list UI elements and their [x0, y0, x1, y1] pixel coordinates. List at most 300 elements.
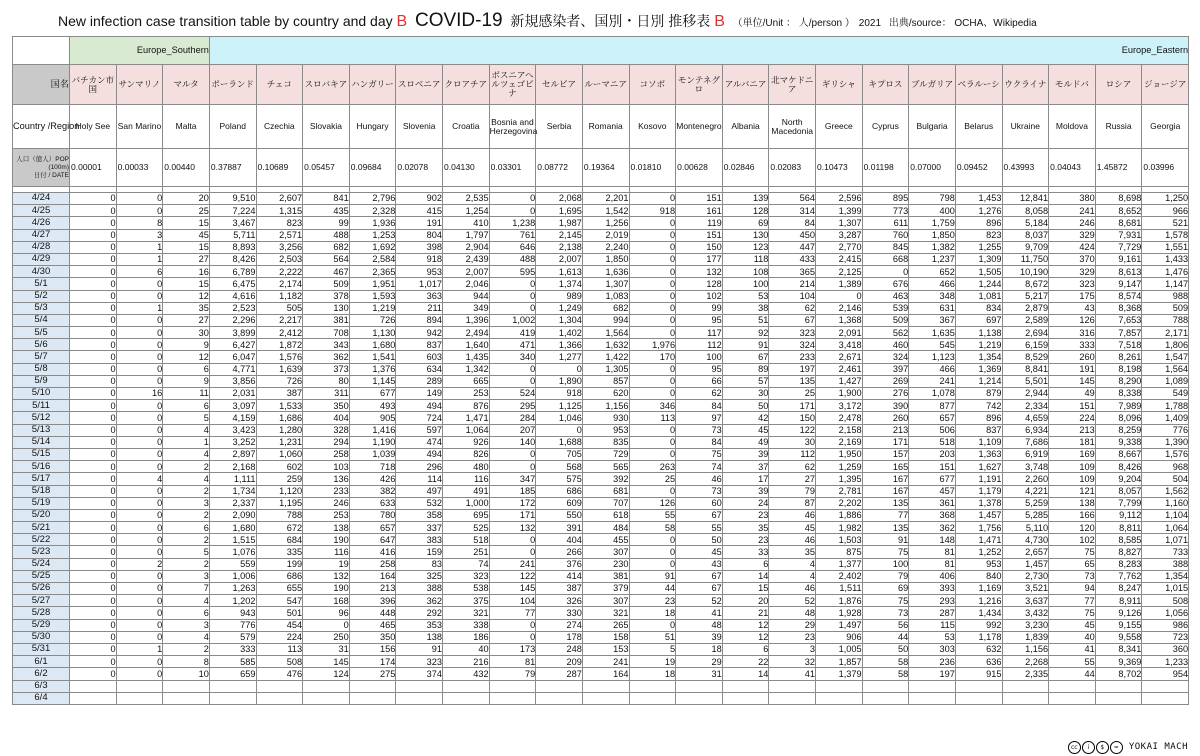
value-cell: 1,688: [536, 436, 583, 448]
value-cell: 424: [1049, 241, 1096, 253]
value-cell: 1,850: [582, 253, 629, 265]
value-cell: 349: [443, 302, 490, 314]
value-cell: 145: [303, 656, 350, 668]
population-cell: 0.08772: [536, 149, 583, 187]
table-row: [13, 327, 1189, 339]
value-cell: 0: [116, 400, 163, 412]
value-cell: 1,255: [955, 241, 1002, 253]
value-cell: 259: [256, 473, 303, 485]
date-cell: 5/4: [13, 314, 70, 326]
value-cell: 53: [722, 290, 769, 302]
value-cell: 1,872: [256, 339, 303, 351]
value-cell: 416: [349, 546, 396, 558]
value-cell: 506: [909, 424, 956, 436]
value-cell: 0: [489, 448, 536, 460]
value-cell: 1,692: [349, 241, 396, 253]
value-cell: 918: [396, 253, 443, 265]
country-en-cell: Czechia: [256, 105, 303, 149]
value-cell: 466: [909, 363, 956, 375]
value-cell: 323: [443, 570, 490, 582]
value-cell: 0: [116, 534, 163, 546]
value-cell: [582, 680, 629, 692]
value-cell: 1,111: [209, 473, 256, 485]
value-cell: 0: [116, 205, 163, 217]
value-cell: 12: [722, 631, 769, 643]
value-cell: 275: [349, 668, 396, 680]
value-cell: 100: [676, 351, 723, 363]
value-cell: 16: [116, 388, 163, 400]
value-cell: 845: [862, 241, 909, 253]
value-cell: 760: [862, 229, 909, 241]
value-cell: 0: [116, 509, 163, 521]
value-cell: 1,680: [349, 339, 396, 351]
value-cell: 1: [116, 302, 163, 314]
value-cell: 1,377: [816, 558, 863, 570]
value-cell: 0: [70, 424, 117, 436]
value-cell: 20: [722, 595, 769, 607]
value-cell: 360: [1142, 643, 1189, 655]
value-cell: 39: [722, 485, 769, 497]
value-cell: 0: [303, 619, 350, 631]
value-cell: 92: [722, 327, 769, 339]
value-cell: 501: [256, 607, 303, 619]
value-cell: 58: [862, 668, 909, 680]
value-cell: 224: [1049, 412, 1096, 424]
date-cell: 5/19: [13, 497, 70, 509]
value-cell: 1,368: [816, 314, 863, 326]
value-cell: 43: [1049, 302, 1096, 314]
table-row: [13, 595, 1189, 607]
table-row: [13, 619, 1189, 631]
value-cell: 988: [1142, 290, 1189, 302]
value-cell: [769, 692, 816, 704]
value-cell: [163, 692, 210, 704]
value-cell: 2,478: [816, 412, 863, 424]
value-cell: 3,748: [1002, 461, 1049, 473]
value-cell: 112: [769, 448, 816, 460]
value-cell: 1,471: [443, 412, 490, 424]
value-cell: 1,060: [256, 448, 303, 460]
value-cell: 0: [116, 656, 163, 668]
value-cell: 23: [629, 595, 676, 607]
value-cell: 8,058: [1002, 205, 1049, 217]
value-cell: 102: [1049, 534, 1096, 546]
value-cell: 0: [70, 363, 117, 375]
country-jp-row: [13, 65, 1189, 105]
date-cell: 6/1: [13, 656, 70, 668]
value-cell: 0: [629, 327, 676, 339]
value-cell: 896: [955, 217, 1002, 229]
value-cell: 1,190: [349, 436, 396, 448]
value-cell: 879: [955, 388, 1002, 400]
value-cell: 1,219: [349, 302, 396, 314]
table-row: [13, 522, 1189, 534]
value-cell: 776: [209, 619, 256, 631]
value-cell: 169: [1049, 448, 1096, 460]
value-cell: 374: [396, 668, 443, 680]
value-cell: 49: [722, 436, 769, 448]
value-cell: 2,068: [536, 193, 583, 205]
value-cell: 0: [116, 327, 163, 339]
value-cell: 1: [116, 643, 163, 655]
value-cell: 130: [722, 229, 769, 241]
value-cell: 12,841: [1002, 193, 1049, 205]
value-cell: [676, 692, 723, 704]
value-cell: 0: [70, 253, 117, 265]
value-cell: 296: [396, 461, 443, 473]
value-cell: [349, 680, 396, 692]
value-cell: 0: [70, 558, 117, 570]
value-cell: 128: [676, 278, 723, 290]
value-cell: 197: [909, 668, 956, 680]
value-cell: 9,155: [1095, 619, 1142, 631]
value-cell: 3,637: [1002, 595, 1049, 607]
value-cell: [303, 692, 350, 704]
date-cell: 5/1: [13, 278, 70, 290]
value-cell: 8,341: [1095, 643, 1142, 655]
value-cell: 367: [909, 314, 956, 326]
value-cell: 190: [303, 534, 350, 546]
value-cell: 1,686: [256, 412, 303, 424]
title-b-mark: B: [396, 13, 408, 30]
value-cell: 915: [955, 668, 1002, 680]
value-cell: 0: [116, 363, 163, 375]
value-cell: 87: [769, 497, 816, 509]
value-cell: 23: [722, 509, 769, 521]
value-cell: 35: [163, 302, 210, 314]
value-cell: 944: [443, 290, 490, 302]
value-cell: 484: [582, 522, 629, 534]
value-cell: [816, 692, 863, 704]
brand-label: YOKAI MACH: [1128, 742, 1188, 752]
value-cell: 8,057: [1095, 485, 1142, 497]
value-cell: 102: [676, 290, 723, 302]
value-cell: 108: [722, 266, 769, 278]
value-cell: 1,254: [443, 205, 490, 217]
value-cell: 126: [629, 497, 676, 509]
value-cell: 0: [70, 656, 117, 668]
value-cell: 404: [536, 534, 583, 546]
value-cell: 1,576: [256, 351, 303, 363]
value-cell: 1,639: [256, 363, 303, 375]
value-cell: 250: [303, 631, 350, 643]
value-cell: 7,653: [1095, 314, 1142, 326]
infection-table: [12, 36, 1189, 705]
value-cell: 460: [862, 339, 909, 351]
value-cell: 25: [629, 473, 676, 485]
value-cell: 773: [862, 205, 909, 217]
value-cell: 1,976: [629, 339, 676, 351]
value-cell: 8,841: [1002, 363, 1049, 375]
value-cell: 9: [163, 375, 210, 387]
value-cell: 780: [349, 509, 396, 521]
value-cell: 1,017: [396, 278, 443, 290]
value-cell: 2,897: [209, 448, 256, 460]
value-cell: 84: [676, 400, 723, 412]
value-cell: 170: [629, 351, 676, 363]
value-cell: 0: [70, 570, 117, 582]
value-cell: 23: [722, 534, 769, 546]
date-cell: 5/24: [13, 558, 70, 570]
value-cell: 8: [116, 217, 163, 229]
value-cell: 618: [582, 509, 629, 521]
value-cell: [489, 680, 536, 692]
value-cell: 18: [629, 607, 676, 619]
value-cell: 476: [256, 668, 303, 680]
value-cell: 3,287: [816, 229, 863, 241]
corner-cell: [13, 37, 70, 65]
value-cell: 35: [769, 546, 816, 558]
value-cell: 918: [536, 388, 583, 400]
value-cell: 426: [349, 473, 396, 485]
value-cell: 2,240: [582, 241, 629, 253]
value-cell: 8,652: [1095, 205, 1142, 217]
value-cell: 263: [629, 461, 676, 473]
country-jp-cell: スロベニア: [396, 65, 443, 105]
value-cell: 2,571: [256, 229, 303, 241]
value-cell: 895: [862, 193, 909, 205]
value-cell: 122: [489, 570, 536, 582]
value-cell: 400: [909, 205, 956, 217]
value-cell: 294: [303, 436, 350, 448]
value-cell: [769, 680, 816, 692]
date-cell: 5/9: [13, 375, 70, 387]
value-cell: 1,307: [582, 278, 629, 290]
value-cell: 1,857: [816, 656, 863, 668]
value-cell: 609: [536, 497, 583, 509]
pop-date-header: [13, 149, 70, 187]
value-cell: 632: [955, 643, 1002, 655]
value-cell: 167: [862, 473, 909, 485]
value-cell: 246: [1049, 217, 1096, 229]
value-cell: 2,335: [1002, 668, 1049, 680]
value-cell: 2,268: [1002, 656, 1049, 668]
table-row: [13, 241, 1189, 253]
value-cell: 340: [489, 351, 536, 363]
value-cell: 1,928: [816, 607, 863, 619]
value-cell: 742: [955, 400, 1002, 412]
value-cell: 138: [303, 522, 350, 534]
value-cell: 32: [769, 656, 816, 668]
date-cell: 6/4: [13, 692, 70, 704]
value-cell: 83: [396, 558, 443, 570]
country-jp-cell: モルドバ: [1049, 65, 1096, 105]
value-cell: 57: [722, 375, 769, 387]
value-cell: 373: [303, 363, 350, 375]
value-cell: 5,217: [1002, 290, 1049, 302]
value-cell: 0: [70, 302, 117, 314]
population-cell: 0.04043: [1049, 149, 1096, 187]
value-cell: 151: [1049, 400, 1096, 412]
value-cell: 84: [769, 217, 816, 229]
value-cell: 30: [769, 436, 816, 448]
value-cell: 9,147: [1095, 278, 1142, 290]
value-cell: 0: [116, 583, 163, 595]
country-jp-cell: ブルガリア: [909, 65, 956, 105]
value-cell: 171: [489, 509, 536, 521]
value-cell: 213: [862, 424, 909, 436]
value-cell: [70, 692, 117, 704]
value-cell: 1,081: [955, 290, 1002, 302]
value-cell: 45: [676, 546, 723, 558]
value-cell: 837: [955, 424, 1002, 436]
value-cell: 6: [163, 400, 210, 412]
date-cell: 5/22: [13, 534, 70, 546]
value-cell: 51: [629, 631, 676, 643]
value-cell: 126: [1049, 314, 1096, 326]
value-cell: 104: [489, 595, 536, 607]
value-cell: 6: [722, 558, 769, 570]
value-cell: 40: [1049, 631, 1096, 643]
value-cell: 56: [862, 619, 909, 631]
value-cell: 241: [489, 558, 536, 570]
value-cell: 27: [163, 314, 210, 326]
date-cell: 5/6: [13, 339, 70, 351]
value-cell: 7,931: [1095, 229, 1142, 241]
value-cell: 73: [676, 485, 723, 497]
value-cell: 1,457: [955, 509, 1002, 521]
value-cell: 8,672: [1002, 278, 1049, 290]
value-cell: 918: [629, 205, 676, 217]
value-cell: 325: [396, 570, 443, 582]
value-cell: 380: [1049, 193, 1096, 205]
date-cell: 6/2: [13, 668, 70, 680]
date-cell: 4/28: [13, 241, 70, 253]
value-cell: 647: [349, 534, 396, 546]
value-cell: 99: [303, 217, 350, 229]
value-cell: 7,857: [1095, 327, 1142, 339]
value-cell: 2,607: [256, 193, 303, 205]
value-cell: 953: [955, 558, 1002, 570]
date-cell: 4/29: [13, 253, 70, 265]
value-cell: 171: [769, 400, 816, 412]
value-cell: 2,523: [209, 302, 256, 314]
value-cell: 905: [349, 412, 396, 424]
table-row: [13, 461, 1189, 473]
value-cell: 0: [536, 424, 583, 436]
value-cell: 376: [536, 558, 583, 570]
table-row: [13, 509, 1189, 521]
value-cell: 5,285: [1002, 509, 1049, 521]
date-cell: 4/30: [13, 266, 70, 278]
value-cell: 0: [629, 290, 676, 302]
value-cell: 597: [396, 424, 443, 436]
country-en-cell: Romania: [582, 105, 629, 149]
value-cell: 1,233: [1142, 656, 1189, 668]
table-row: [13, 424, 1189, 436]
value-cell: 8,585: [1095, 534, 1142, 546]
value-cell: 2,138: [536, 241, 583, 253]
value-cell: 30: [722, 388, 769, 400]
country-en-cell: Greece: [816, 105, 863, 149]
value-cell: [303, 680, 350, 692]
country-jp-cell: ジョージア: [1142, 65, 1189, 105]
value-cell: 682: [582, 302, 629, 314]
value-cell: 1,147: [1142, 278, 1189, 290]
value-cell: [909, 692, 956, 704]
value-cell: 1,416: [349, 424, 396, 436]
value-cell: 776: [1142, 424, 1189, 436]
value-cell: 0: [70, 327, 117, 339]
country-en-cell: San Marino: [116, 105, 163, 149]
value-cell: 45: [769, 522, 816, 534]
value-cell: 3,467: [209, 217, 256, 229]
value-cell: 58: [629, 522, 676, 534]
value-cell: 1,169: [955, 583, 1002, 595]
value-cell: 3,097: [209, 400, 256, 412]
value-cell: 1,145: [349, 375, 396, 387]
value-cell: 253: [303, 509, 350, 521]
value-cell: 1,277: [536, 351, 583, 363]
value-cell: 0: [70, 217, 117, 229]
value-cell: 55: [629, 509, 676, 521]
value-cell: 52: [769, 595, 816, 607]
population-cell: 0.43993: [1002, 149, 1049, 187]
country-en-cell: Ukraine: [1002, 105, 1049, 149]
value-cell: 4,771: [209, 363, 256, 375]
value-cell: 29: [769, 619, 816, 631]
value-cell: 0: [116, 631, 163, 643]
value-cell: 112: [676, 339, 723, 351]
value-cell: 652: [909, 266, 956, 278]
value-cell: 6: [163, 522, 210, 534]
value-cell: 3: [163, 570, 210, 582]
value-cell: 1,578: [1142, 229, 1189, 241]
value-cell: 346: [629, 400, 676, 412]
value-cell: 3: [163, 497, 210, 509]
table-row: [13, 570, 1189, 582]
value-cell: 942: [396, 327, 443, 339]
value-cell: 659: [209, 668, 256, 680]
value-cell: 1,219: [955, 339, 1002, 351]
value-cell: 378: [303, 290, 350, 302]
date-cell: 4/24: [13, 193, 70, 205]
value-cell: 8,667: [1095, 448, 1142, 460]
value-cell: 1,280: [256, 424, 303, 436]
value-cell: 18: [629, 668, 676, 680]
value-cell: 12: [722, 619, 769, 631]
value-cell: 0: [70, 668, 117, 680]
value-cell: 287: [536, 668, 583, 680]
value-cell: 150: [769, 412, 816, 424]
value-cell: 55: [676, 522, 723, 534]
value-cell: 1,125: [536, 400, 583, 412]
value-cell: 539: [862, 302, 909, 314]
value-cell: 1,015: [1142, 583, 1189, 595]
value-cell: 450: [769, 229, 816, 241]
value-cell: 454: [256, 619, 303, 631]
value-cell: 2,944: [1002, 388, 1049, 400]
value-cell: 8,290: [1095, 375, 1142, 387]
value-cell: 0: [116, 412, 163, 424]
value-cell: 175: [1049, 290, 1096, 302]
country-en-cell: Georgia: [1142, 105, 1189, 149]
value-cell: 157: [862, 448, 909, 460]
value-cell: 41: [676, 607, 723, 619]
value-cell: 2,217: [256, 314, 303, 326]
population-cell: 0.00440: [163, 149, 210, 187]
value-cell: 328: [303, 424, 350, 436]
value-cell: 11,750: [1002, 253, 1049, 265]
value-cell: 387: [256, 388, 303, 400]
value-cell: 307: [582, 595, 629, 607]
country-en-cell: Slovenia: [396, 105, 443, 149]
value-cell: 12: [163, 351, 210, 363]
value-cell: 81: [489, 656, 536, 668]
value-cell: 0: [116, 570, 163, 582]
value-cell: 0: [116, 485, 163, 497]
value-cell: 2,796: [349, 193, 396, 205]
